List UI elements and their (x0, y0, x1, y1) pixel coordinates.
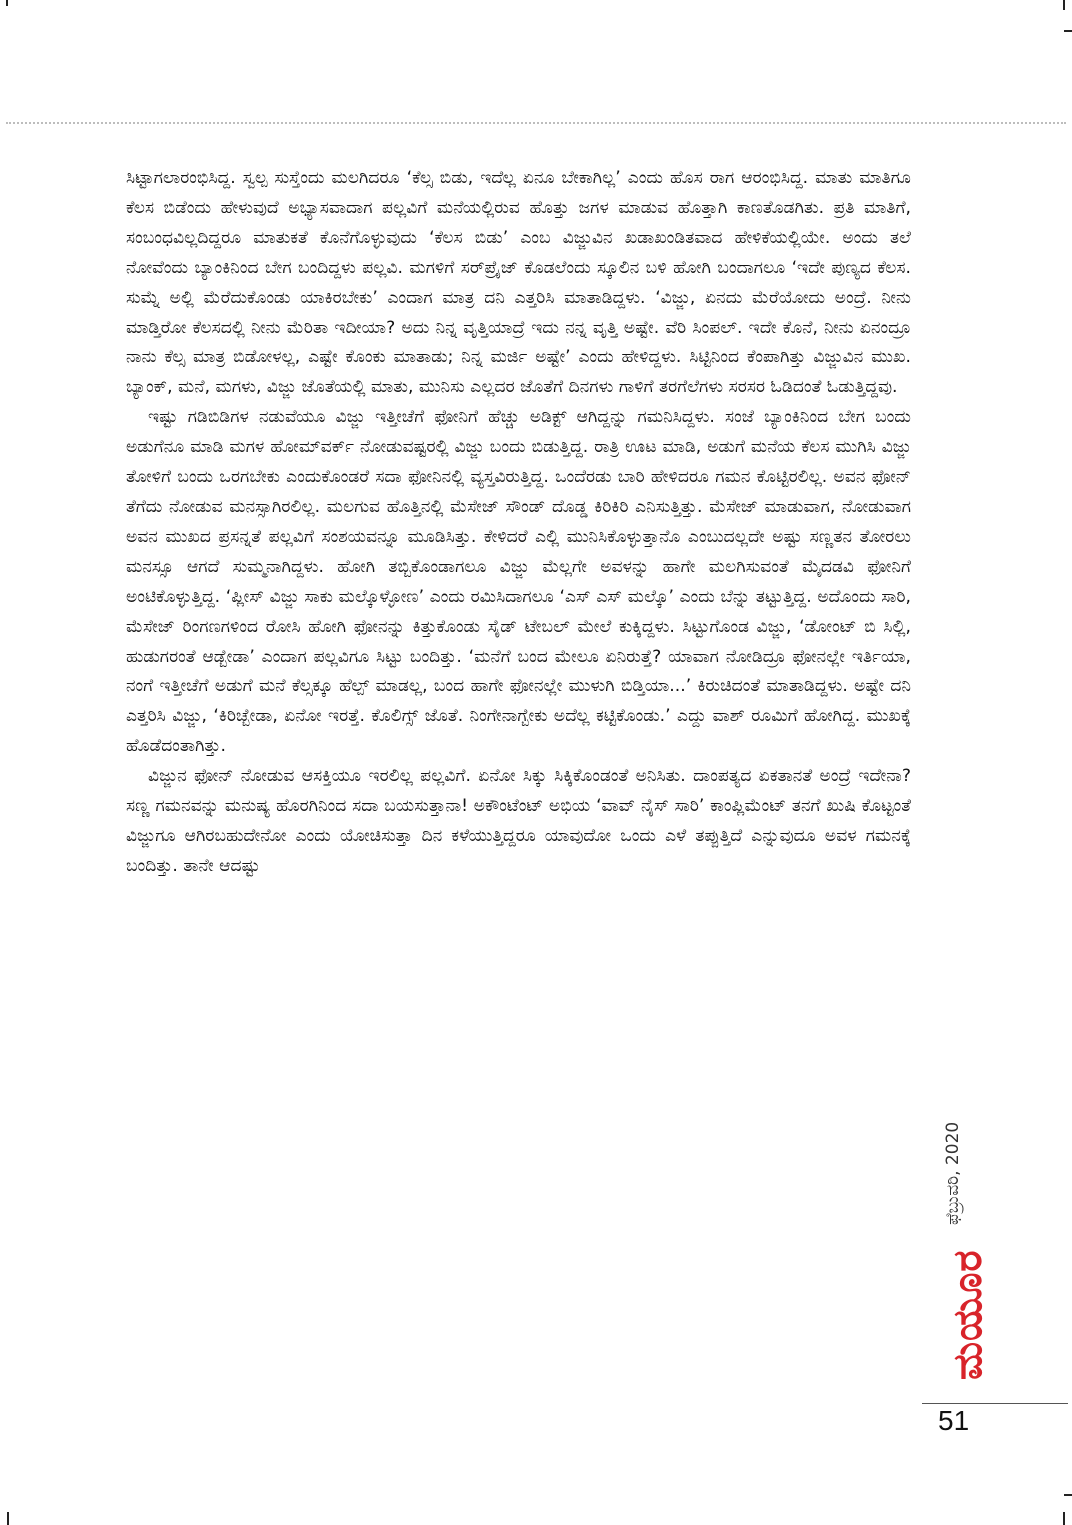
crop-mark-right-lower (1064, 1494, 1072, 1496)
crop-mark-bottom-right (1063, 1512, 1065, 1525)
crop-mark-bottom-left (7, 1512, 9, 1525)
header-dotted-rule (6, 122, 1066, 124)
crop-mark-right-upper (1064, 30, 1072, 32)
paragraph-2: ಇಷ್ಟು ಗಡಿಬಿಡಿಗಳ ನಡುವೆಯೂ ವಿಜ್ಜು ಇತ್ತೀಚೆಗೆ ಫೋನಿಗೆ ಹೆಚ್ಚು ಅಡಿಕ್ಟ್ ಆಗಿದ್ದನ್ನು ಗಮನಿಸಿದ್ದಳು. ಸಂಜೆ ಬ್ಯಾಂಕಿನಿಂದ ಬೇಗ ಬಂದು ಅಡುಗೆನೂ ಮಾಡಿ ಮಗಳ ಹೋಮ್‌ವರ್ಕ್ ನೋಡುವಷ್ಟರಲ್ಲಿ ವಿಜ್ಜು ಬಂದು ಬಿಡುತ್ತಿದ್ದ. ರಾತ್ರಿ ಊಟ ಮಾಡಿ, ಅಡುಗೆ ಮನೆಯ ಕೆಲಸ ಮುಗಿಸಿ ವಿಜ್ಜು ತೋಳಿಗೆ ಬಂದು ಒರಗಬೇಕು ಎಂದುಕೊಂಡರೆ ಸದಾ ಫೋನಿನಲ್ಲಿ ವ್ಯಸ್ತವಿರುತ್ತಿದ್ದ. ಒಂದೆರಡು ಬಾರಿ ಹೇಳಿದರೂ ಗಮನ ಕೊಟ್ಟಿರಲಿಲ್ಲ. ಅವನ ಫೋನ್ ತೆಗೆದು ನೋಡುವ ಮನಸ್ಸಾಗಿರಲಿಲ್ಲ. ಮಲಗುವ ಹೊತ್ತಿನಲ್ಲಿ ಮೆಸೇಜ್ ಸೌಂಡ್ ದೊಡ್ಡ ಕಿರಿಕಿರಿ ಎನಿಸುತ್ತಿತ್ತು. ಮೆಸೇಜ್ ಮಾಡುವಾಗ, ನೋಡುವಾಗ ಅವನ ಮುಖದ ಪ್ರಸನ್ನತೆ ಪಲ್ಲವಿಗೆ ಸಂಶಯವನ್ನೂ ಮೂಡಿಸಿತ್ತು. ಕೇಳಿದರೆ ಎಲ್ಲಿ ಮುನಿಸಿಕೊಳ್ಳುತ್ತಾನೊ ಎಂಬುದಲ್ಲದೇ ಅಷ್ಟು ಸಣ್ಣತನ ತೋರಲು ಮನಸ್ಸೂ ಆಗದೆ ಸುಮ್ಮನಾಗಿದ್ದಳು. ಹೋಗಿ ತಬ್ಬಿಕೊಂಡಾಗಲೂ ವಿಜ್ಜು ಮೆಲ್ಲಗೇ ಅವಳನ್ನು ಹಾಗೇ ಮಲಗಿಸುವಂತೆ ಮೈದಡವಿ ಫೋನಿಗೆ ಅಂಟಿಕೊಳ್ಳುತ್ತಿದ್ದ. ‘ಪ್ಲೀಸ್ ವಿಜ್ಜು ಸಾಕು ಮಲ್ಕೊಳ್ಳೋಣ’ ಎಂದು ರಮಿಸಿದಾಗಲೂ ‘ಎಸ್ ಎಸ್ ಮಲ್ಕೊ’ ಎಂದು ಬೆನ್ನು ತಟ್ಟುತ್ತಿದ್ದ. ಅದೊಂದು ಸಾರಿ, ಮೆಸೇಜ್ ರಿಂಗಣಗಳಿಂದ ರೋಸಿ ಹೋಗಿ ಫೋನನ್ನು ಕಿತ್ತುಕೊಂಡು ಸೈಡ್ ಟೇಬಲ್ ಮೇಲೆ ಕುಕ್ಕಿದ್ದಳು. ಸಿಟ್ಟುಗೊಂಡ ವಿಜ್ಜು, ‘ಡೋಂಟ್ ಬಿ ಸಿಲ್ಲಿ, ಹುಡುಗರಂತೆ ಆಡ್ಬೇಡಾ’ ಎಂದಾಗ ಪಲ್ಲವಿಗೂ ಸಿಟ್ಟು ಬಂದಿತ್ತು. ‘ಮನೆಗೆ ಬಂದ ಮೇಲೂ ಏನಿರುತ್ತೆ? ಯಾವಾಗ ನೋಡಿದ್ರೂ ಫೋನಲ್ಲೇ ಇರ್ತಿಯಾ, ನಂಗೆ ಇತ್ತೀಚೆಗೆ ಅಡುಗೆ ಮನೆ ಕೆಲ್ಸಕ್ಕೂ ಹೆಲ್ಪ್ ಮಾಡಲ್ಲ, ಬಂದ ಹಾಗೇ ಫೋನಲ್ಲೇ ಮುಳುಗಿ ಬಿಡ್ತಿಯಾ...’ ಕಿರುಚಿದಂತೆ ಮಾತಾಡಿದ್ದಳು. ಅಷ್ಟೇ ದನಿ ಎತ್ತರಿಸಿ ವಿಜ್ಜು, ‘ಕಿರಿಚ್ಬೇಡಾ, ಏನೋ ಇರತ್ತೆ. ಕೊಲಿಗ್ಸ್ ಜೊತೆ. ನಿಂಗೇನಾಗ್ಬೇಕು ಅದೆಲ್ಲ ಕಟ್ಟಿಕೊಂಡು.’ ಎದ್ದು ವಾಶ್ ರೂಮಿಗೆ ಹೋಗಿದ್ದ. ಮುಖಕ್ಕೆ ಹೊಡೆದಂತಾಗಿತ್ತು. (126, 407, 911, 757)
issue-date: ಫೆಬ್ರುವರಿ, 2020 (943, 1121, 963, 1225)
magazine-logo: ಮಯೂರ (945, 1249, 991, 1380)
crop-mark-top-right (1063, 0, 1065, 10)
crop-mark-top-left (6, 0, 8, 6)
article-body (126, 164, 911, 882)
paragraph-3: ವಿಜ್ಜುನ ಫೋನ್ ನೋಡುವ ಆಸಕ್ತಿಯೂ ಇರಲಿಲ್ಲ ಪಲ್ಲವಿಗೆ. ಏನೋ ಸಿಕ್ಕು ಸಿಕ್ಕಿಕೊಂಡಂತೆ ಅನಿಸಿತು. ದಾಂಪತ್ಯದ ಏಕತಾನತೆ ಅಂದ್ರೆ ಇದೇನಾ? ಸಣ್ಣ ಗಮನವನ್ನು ಮನುಷ್ಯ ಹೊರಗಿನಿಂದ ಸದಾ ಬಯಸುತ್ತಾನಾ! ಅಕೌಂಟೆಂಟ್ ಅಭಿಯ ‘ವಾವ್ ನೈಸ್ ಸಾರಿ’ ಕಾಂಪ್ಲಿಮೆಂಟ್ ತನಗೆ ಖುಷಿ ಕೊಟ್ಟಂತೆ ವಿಜ್ಜುಗೂ ಆಗಿರಬಹುದೇನೋ ಎಂದು ಯೋಚಿಸುತ್ತಾ ದಿನ ಕಳೆಯುತ್ತಿದ್ದರೂ ಯಾವುದೋ ಒಂದು ಎಳೆ ತಪ್ಪುತ್ತಿದೆ ಎನ್ನುವುದೂ ಅವಳ ಗಮನಕ್ಕೆ ಬಂದಿತ್ತು. ತಾನೇ ಆದಷ್ಟು (126, 766, 911, 876)
folio-rule (922, 1403, 1068, 1404)
page-number: 51 (938, 1405, 970, 1436)
paragraph-1: ಸಿಟ್ಟಾಗಲಾರಂಭಿಸಿದ್ದ. ಸ್ವಲ್ಪ ಸುಸ್ತೆಂದು ಮಲಗಿದರೂ ‘ಕೆಲ್ಸ ಬಿಡು, ಇದೆಲ್ಲ ಏನೂ ಬೇಕಾಗಿಲ್ಲ’ ಎಂದು ಹೊಸ ರಾಗ ಆರಂಭಿಸಿದ್ದ. ಮಾತು ಮಾತಿಗೂ ಕೆಲಸ ಬಿಡೆಂದು ಹೇಳುವುದೆ ಅಭ್ಯಾಸವಾದಾಗ ಪಲ್ಲವಿಗೆ ಮನೆಯಲ್ಲಿರುವ ಹೊತ್ತು ಜಗಳ ಮಾಡುವ ಹೊತ್ತಾಗಿ ಕಾಣತೊಡಗಿತು. ಪ್ರತಿ ಮಾತಿಗೆ, ಸಂಬಂಧವಿಲ್ಲದಿದ್ದರೂ ಮಾತುಕತೆ ಕೊನೆಗೊಳ್ಳುವುದು ‘ಕೆಲಸ ಬಿಡು’ ಎಂಬ ವಿಜ್ಜುವಿನ ಖಡಾಖಂಡಿತವಾದ ಹೇಳಿಕೆಯಲ್ಲಿಯೇ. ಅಂದು ತಲೆ ನೋವೆಂದು ಬ್ಯಾಂಕಿನಿಂದ ಬೇಗ ಬಂದಿದ್ದಳು ಪಲ್ಲವಿ. ಮಗಳಿಗೆ ಸರ್‌ಪ್ರೈಜ್ ಕೊಡಲೆಂದು ಸ್ಕೂಲಿನ ಬಳಿ ಹೋಗಿ ಬಂದಾಗಲೂ ‘ಇದೇ ಪುಣ್ಯದ ಕೆಲಸ. ಸುಮ್ನೆ ಅಲ್ಲಿ ಮೆರೆದುಕೊಂಡು ಯಾಕಿರಬೇಕು’ ಎಂದಾಗ ಮಾತ್ರ ದನಿ ಎತ್ತರಿಸಿ ಮಾತಾಡಿದ್ದಳು. ‘ವಿಜ್ಜು, ಏನದು ಮೆರೆಯೋದು ಅಂದ್ರೆ. ನೀನು ಮಾಡ್ತಿರೋ ಕೆಲಸದಲ್ಲಿ ನೀನು ಮೆರಿತಾ ಇದೀಯಾ? ಅದು ನಿನ್ನ ವೃತ್ತಿಯಾದ್ರೆ ಇದು ನನ್ನ ವೃತ್ತಿ ಅಷ್ಟೇ. ವೆರಿ ಸಿಂಪಲ್. ಇದೇ ಕೊನೆ, ನೀನು ಏನಂದ್ರೂ ನಾನು ಕೆಲ್ಸ ಮಾತ್ರ ಬಿಡೋಳಲ್ಲ, ಎಷ್ಟೇ ಕೊಂಕು ಮಾತಾಡು; ನಿನ್ನ ಮರ್ಜಿ ಅಷ್ಟೇ’ ಎಂದು ಹೇಳಿದ್ದಳು. ಸಿಟ್ಟಿನಿಂದ ಕೆಂಪಾಗಿತ್ತು ವಿಜ್ಜುವಿನ ಮುಖ. ಬ್ಯಾಂಕ್, ಮನೆ, ಮಗಳು, ವಿಜ್ಜು ಜೊತೆಯಲ್ಲಿ ಮಾತು, ಮುನಿಸು ಎಲ್ಲದರ ಜೊತೆಗೆ ದಿನಗಳು ಗಾಳಿಗೆ ತರಗೆಲೆಗಳು ಸರಸರ ಓಡಿದಂತೆ ಓಡುತ್ತಿದ್ದವು. (126, 168, 911, 398)
